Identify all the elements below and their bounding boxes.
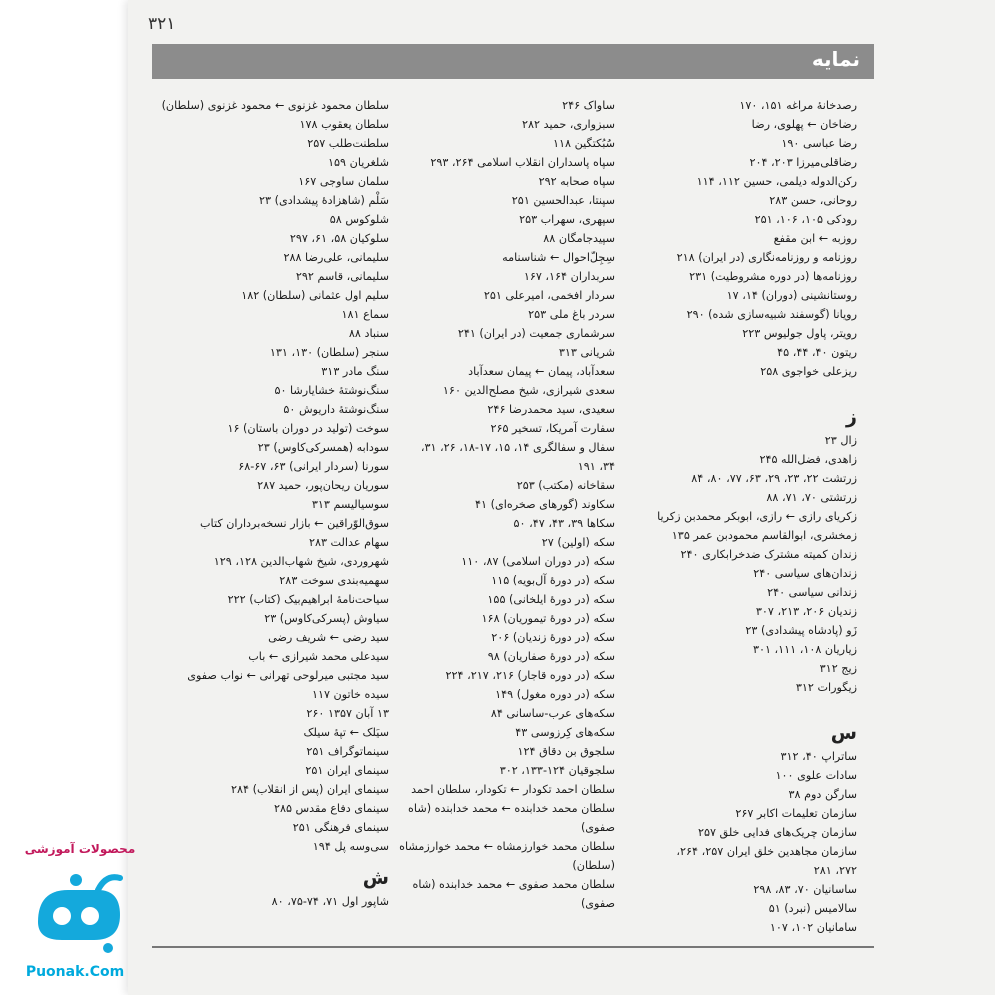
index-entry: سلطان احمد تکودار ← تکودار، سلطان احمد <box>411 783 615 796</box>
index-entry: سیاحت‌نامهٔ ابراهیم‌بیک (کتاب) ۲۲۲ <box>227 593 389 606</box>
index-letter-heading: ش <box>362 867 389 889</box>
index-entry: سکاها ۳۹، ۴۳، ۴۷، ۵۰ <box>513 517 615 530</box>
index-entry: شلوکوس ۵۸ <box>329 213 389 226</box>
index-entry: سِجِلّ‌احوال ← شناسنامه <box>502 251 615 264</box>
index-entry: رضاقلی‌میرزا ۲۰۳، ۲۰۴ <box>749 156 857 169</box>
page-bottom-rule <box>152 946 874 948</box>
index-column-left <box>143 96 389 911</box>
index-entry: سپنتا، عبدالحسین ۲۵۱ <box>511 194 615 207</box>
index-entry: ۲۷۲، ۲۸۱ <box>813 864 857 877</box>
index-entry: زندانی سیاسی ۲۴۰ <box>767 586 857 599</box>
index-entry: سارگن دوم ۳۸ <box>788 788 857 801</box>
index-entry: سیَلک ← تپهٔ سیلک <box>303 726 389 739</box>
index-entry: سلیم اول عثمانی (سلطان) ۱۸۲ <box>241 289 389 302</box>
index-entry: صفوی) <box>580 821 615 834</box>
index-entry: سکه‌های کِرزوسی ۴۳ <box>515 726 615 739</box>
index-entry: سینمای ایران ۲۵۱ <box>305 764 389 777</box>
index-entry: سعدی شیرازی، شیخ مصلح‌الدین ۱۶۰ <box>442 384 615 397</box>
index-entry: سادات علوی ۱۰۰ <box>775 769 857 782</box>
index-entry: سکه (در دورهٔ ایلخانی) ۱۵۵ <box>487 593 615 606</box>
index-entry: سورنا (سردار ایرانی) ۶۳، ۶۷-۶۸ <box>238 460 389 473</box>
index-entry: زندان کمیته مشترک ضدخرابکاری ۲۴۰ <box>680 548 857 561</box>
index-entry: ساواک ۲۴۶ <box>562 99 615 112</box>
index-entry: سنگ‌نوشتهٔ خشایارشا ۵۰ <box>274 384 389 397</box>
index-entry: سنباد ۸۸ <box>348 327 389 340</box>
index-entry: ساسانیان ۷۰، ۸۳، ۲۹۸ <box>753 883 857 896</box>
index-entry: ۳۴، ۱۹۱ <box>577 460 615 473</box>
index-entry: ۱۳ آبان ۱۳۵۷ ۲۶۰ <box>306 707 389 720</box>
index-entry: سالامیس (نبرد) ۵۱ <box>768 902 857 915</box>
index-entry: سکه (در دوران اسلامی) ۸۷، ۱۱۰ <box>461 555 615 568</box>
index-entry: سعدآباد، پیمان ← پیمان سعدآباد <box>468 365 615 378</box>
index-entry: روزبه ← ابن مقفع <box>773 232 857 245</box>
index-entry: سلجوق بن دقاق ۱۲۴ <box>517 745 615 758</box>
index-entry: سکه (در دورهٔ تیموریان) ۱۶۸ <box>481 612 615 625</box>
section-gap <box>627 697 857 711</box>
index-entry: سلیمانی، قاسم ۲۹۲ <box>295 270 389 283</box>
index-entry: سکه (در دوره مغول) ۱۴۹ <box>495 688 615 701</box>
index-entry: روزنامه و روزنامه‌نگاری (در ایران) ۲۱۸ <box>676 251 857 264</box>
index-entry: رکن‌الدوله دیلمی، حسین ۱۱۲، ۱۱۴ <box>696 175 857 188</box>
index-entry: سپیدجامگان ۸۸ <box>543 232 615 245</box>
index-entry: سید رضی ← شریف رضی <box>268 631 389 644</box>
index-entry: زیاریان ۱۰۸، ۱۱۱، ۳۰۱ <box>752 643 857 656</box>
index-entry: ریتون ۴۰، ۴۴، ۴۵ <box>777 346 857 359</box>
index-entry: سماع ۱۸۱ <box>341 308 389 321</box>
index-entry: سهام عدالت ۲۸۳ <box>308 536 389 549</box>
index-entry: زاهدی، فضل‌الله ۲۴۵ <box>759 453 857 466</box>
index-entry: سپهری، سهراب ۲۵۳ <box>519 213 615 226</box>
index-entry: سبزواری، حمید ۲۸۲ <box>522 118 615 131</box>
index-entry: سلطان یعقوب ۱۷۸ <box>299 118 389 131</box>
index-entry: سوق‌الوّراقین ← بازار نسخه‌برداران کتاب <box>200 517 389 530</box>
index-entry: سکه (در دورهٔ زندیان) ۲۰۶ <box>491 631 615 644</box>
index-entry: سوخت (تولید در دوران باستان) ۱۶ <box>227 422 389 435</box>
index-entry: زرتشت ۲۲، ۲۳، ۲۹، ۶۳، ۷۷، ۸۰، ۸۴ <box>691 472 857 485</box>
index-entry: زمخشری، ابوالقاسم محمودبن عمر ۱۳۵ <box>671 529 857 542</box>
index-entry: سربداران ۱۶۴، ۱۶۷ <box>523 270 615 283</box>
page-number: ۳۲۱ <box>148 14 176 34</box>
index-entry: سلطان محمد خوارزمشاه ← محمد خوارزمشاه <box>399 840 615 853</box>
index-entry: سوریان ریحان‌پور، حمید ۲۸۷ <box>257 479 389 492</box>
index-entry: صفوی) <box>580 897 615 910</box>
index-entry: شهروردی، شیخ شهاب‌الدین ۱۲۸، ۱۲۹ <box>213 555 389 568</box>
index-entry: سُبُکتگین ۱۱۸ <box>553 137 615 150</box>
index-title: نمایه <box>811 47 860 71</box>
index-entry: سلمان ساوجی ۱۶۷ <box>298 175 389 188</box>
index-entry: سلوکیان ۵۸، ۶۱، ۲۹۷ <box>289 232 389 245</box>
publisher-logo <box>10 838 140 988</box>
index-entry: ریزعلی خواجوی ۲۵۸ <box>760 365 857 378</box>
index-entry: سینمای دفاع مقدس ۲۸۵ <box>273 802 389 815</box>
index-entry: سیدعلی محمد شیرازی ← باب <box>248 650 389 663</box>
index-entry: سلطان محمد خدابنده ← محمد خدابنده (شاه <box>408 802 615 815</box>
index-entry: سید مجتبی میرلوحی تهرانی ← نواب صفوی <box>187 669 389 682</box>
index-entry: زندیان ۲۰۶، ۲۱۳، ۳۰۷ <box>755 605 857 618</box>
index-entry: شاپور اول ۷۱، ۷۴-۷۵، ۸۰ <box>271 895 389 908</box>
index-entry: سنجر (سلطان) ۱۳۰، ۱۳۱ <box>269 346 389 359</box>
index-entry: سکاوند (گورهای صخره‌ای) ۴۱ <box>475 498 615 511</box>
index-entry: شلغریان ۱۵۹ <box>328 156 389 169</box>
index-entry: سعیدی، سید محمدرضا ۲۴۶ <box>487 403 615 416</box>
index-entry: ساتراپ ۴۰، ۳۱۲ <box>780 750 857 763</box>
index-entry: روحانی، حسن ۲۸۳ <box>769 194 857 207</box>
index-entry: زکریای رازی ← رازی، ابوبکر محمدبن زکریا <box>657 510 857 523</box>
index-entry: سینماتوگراف ۲۵۱ <box>306 745 389 758</box>
index-header-bar <box>152 44 874 79</box>
index-entry: رصدخانهٔ مراغه ۱۵۱، ۱۷۰ <box>739 99 857 112</box>
index-entry: زرتشتی ۷۰، ۷۱، ۸۸ <box>766 491 857 504</box>
logo-url: Puonak.Com <box>25 964 125 980</box>
index-entry: زَو (پادشاه پیشدادی) ۲۳ <box>745 624 857 637</box>
index-entry: سیاوش (پسرکی‌کاوس) ۲۳ <box>264 612 389 625</box>
index-letter-heading: س <box>830 722 857 744</box>
index-entry: سردار افخمی، امیرعلی ۲۵۱ <box>483 289 615 302</box>
index-entry: رضا عباسی ۱۹۰ <box>781 137 857 150</box>
index-entry: رودکی ۱۰۵، ۱۰۶، ۲۵۱ <box>754 213 857 226</box>
index-entry: سودابه (همسرکی‌کاوس) ۲۳ <box>257 441 389 454</box>
index-entry: شریانی ۳۱۳ <box>558 346 615 359</box>
index-entry: رویتر، پاول جولیوس ۲۲۳ <box>742 327 857 340</box>
index-entry: زال ۲۳ <box>824 434 857 447</box>
index-entry: سازمان مجاهدین خلق ایران ۲۵۷، ۲۶۴، <box>676 845 857 858</box>
index-entry: سنگ‌نوشتهٔ داریوش ۵۰ <box>283 403 389 416</box>
index-entry: سازمان تعلیمات اکابر ۲۶۷ <box>735 807 857 820</box>
index-entry: سامانیان ۱۰۲، ۱۰۷ <box>769 921 857 934</box>
logo-tagline: محصولات آموزشی <box>24 842 136 856</box>
index-entry: روزنامه‌ها (در دوره مشروطیت) ۲۳۱ <box>689 270 857 283</box>
index-entry: رضاخان ← پهلوی، رضا <box>751 118 857 131</box>
index-entry: سلجوقیان ۱۲۴-۱۳۳، ۳۰۲ <box>499 764 615 777</box>
puonak-logo-icon <box>28 860 128 960</box>
index-entry: سوسیالیسم ۳۱۳ <box>311 498 389 511</box>
index-entry: سکه (اولین) ۲۷ <box>541 536 615 549</box>
index-entry: سکه (در دوره قاجار) ۲۱۶، ۲۱۷، ۲۲۴ <box>445 669 615 682</box>
index-entry: سپاه پاسداران انقلاب اسلامی ۲۶۴، ۲۹۳ <box>430 156 615 169</box>
index-entry: سرشماری جمعیت (در ایران) ۲۴۱ <box>457 327 615 340</box>
index-entry: سازمان چریک‌های فدایی خلق ۲۵۷ <box>697 826 857 839</box>
index-entry: سکه‌های عرب-ساسانی ۸۴ <box>490 707 615 720</box>
index-entry: سی‌وسه پل ۱۹۴ <box>312 840 389 853</box>
index-entry: (سلطان) <box>572 859 615 872</box>
index-entry: سنگ مادر ۳۱۳ <box>321 365 389 378</box>
index-column-right <box>627 96 857 937</box>
index-entry: سکه (در دورهٔ صفاریان) ۹۸ <box>487 650 615 663</box>
index-letter-heading: ز <box>846 406 857 428</box>
index-entry: سیده خاتون ۱۱۷ <box>311 688 389 701</box>
index-entry: سقاخانه (مکتب) ۲۵۳ <box>516 479 615 492</box>
index-entry: زندان‌های سیاسی ۲۴۰ <box>753 567 857 580</box>
index-entry: زیگورات ۳۱۲ <box>795 681 857 694</box>
section-gap <box>627 381 857 395</box>
index-entry: روستانشینی (دوران) ۱۴، ۱۷ <box>726 289 857 302</box>
index-entry: سفارت آمریکا، تسخیر ۲۶۵ <box>490 422 615 435</box>
index-entry: سردر باغ ملی ۲۵۳ <box>528 308 615 321</box>
index-entry: سلطان محمد صفوی ← محمد خدابنده (شاه <box>412 878 615 891</box>
index-entry: سَلْم (شاهزادهٔ پیشدادی) ۲۳ <box>259 194 389 207</box>
index-entry: سینمای ایران (پس از انقلاب) ۲۸۴ <box>231 783 389 796</box>
index-entry: سکه (در دورهٔ آل‌بویه) ۱۱۵ <box>491 574 615 587</box>
index-entry: سفال و سفالگری ۱۴، ۱۵، ۱۷-۱۸، ۲۶، ۳۱، <box>420 441 615 454</box>
index-entry: سلیمانی، علی‌رضا ۲۸۸ <box>283 251 389 264</box>
index-entry: سینمای فرهنگی ۲۵۱ <box>292 821 389 834</box>
index-entry: رویانا (گوسفند شبیه‌سازی شده) ۲۹۰ <box>686 308 857 321</box>
index-column-middle <box>380 96 615 913</box>
index-entry: سهمیه‌بندی سوخت ۲۸۳ <box>279 574 389 587</box>
index-entry: سلطان محمود غزنوی ← محمود غزنوی (سلطان) <box>161 99 389 112</box>
index-entry: زیج ۳۱۲ <box>819 662 857 675</box>
index-entry: سپاه صحابه ۲۹۲ <box>538 175 615 188</box>
index-entry: سلطنت‌طلب ۲۵۷ <box>307 137 389 150</box>
